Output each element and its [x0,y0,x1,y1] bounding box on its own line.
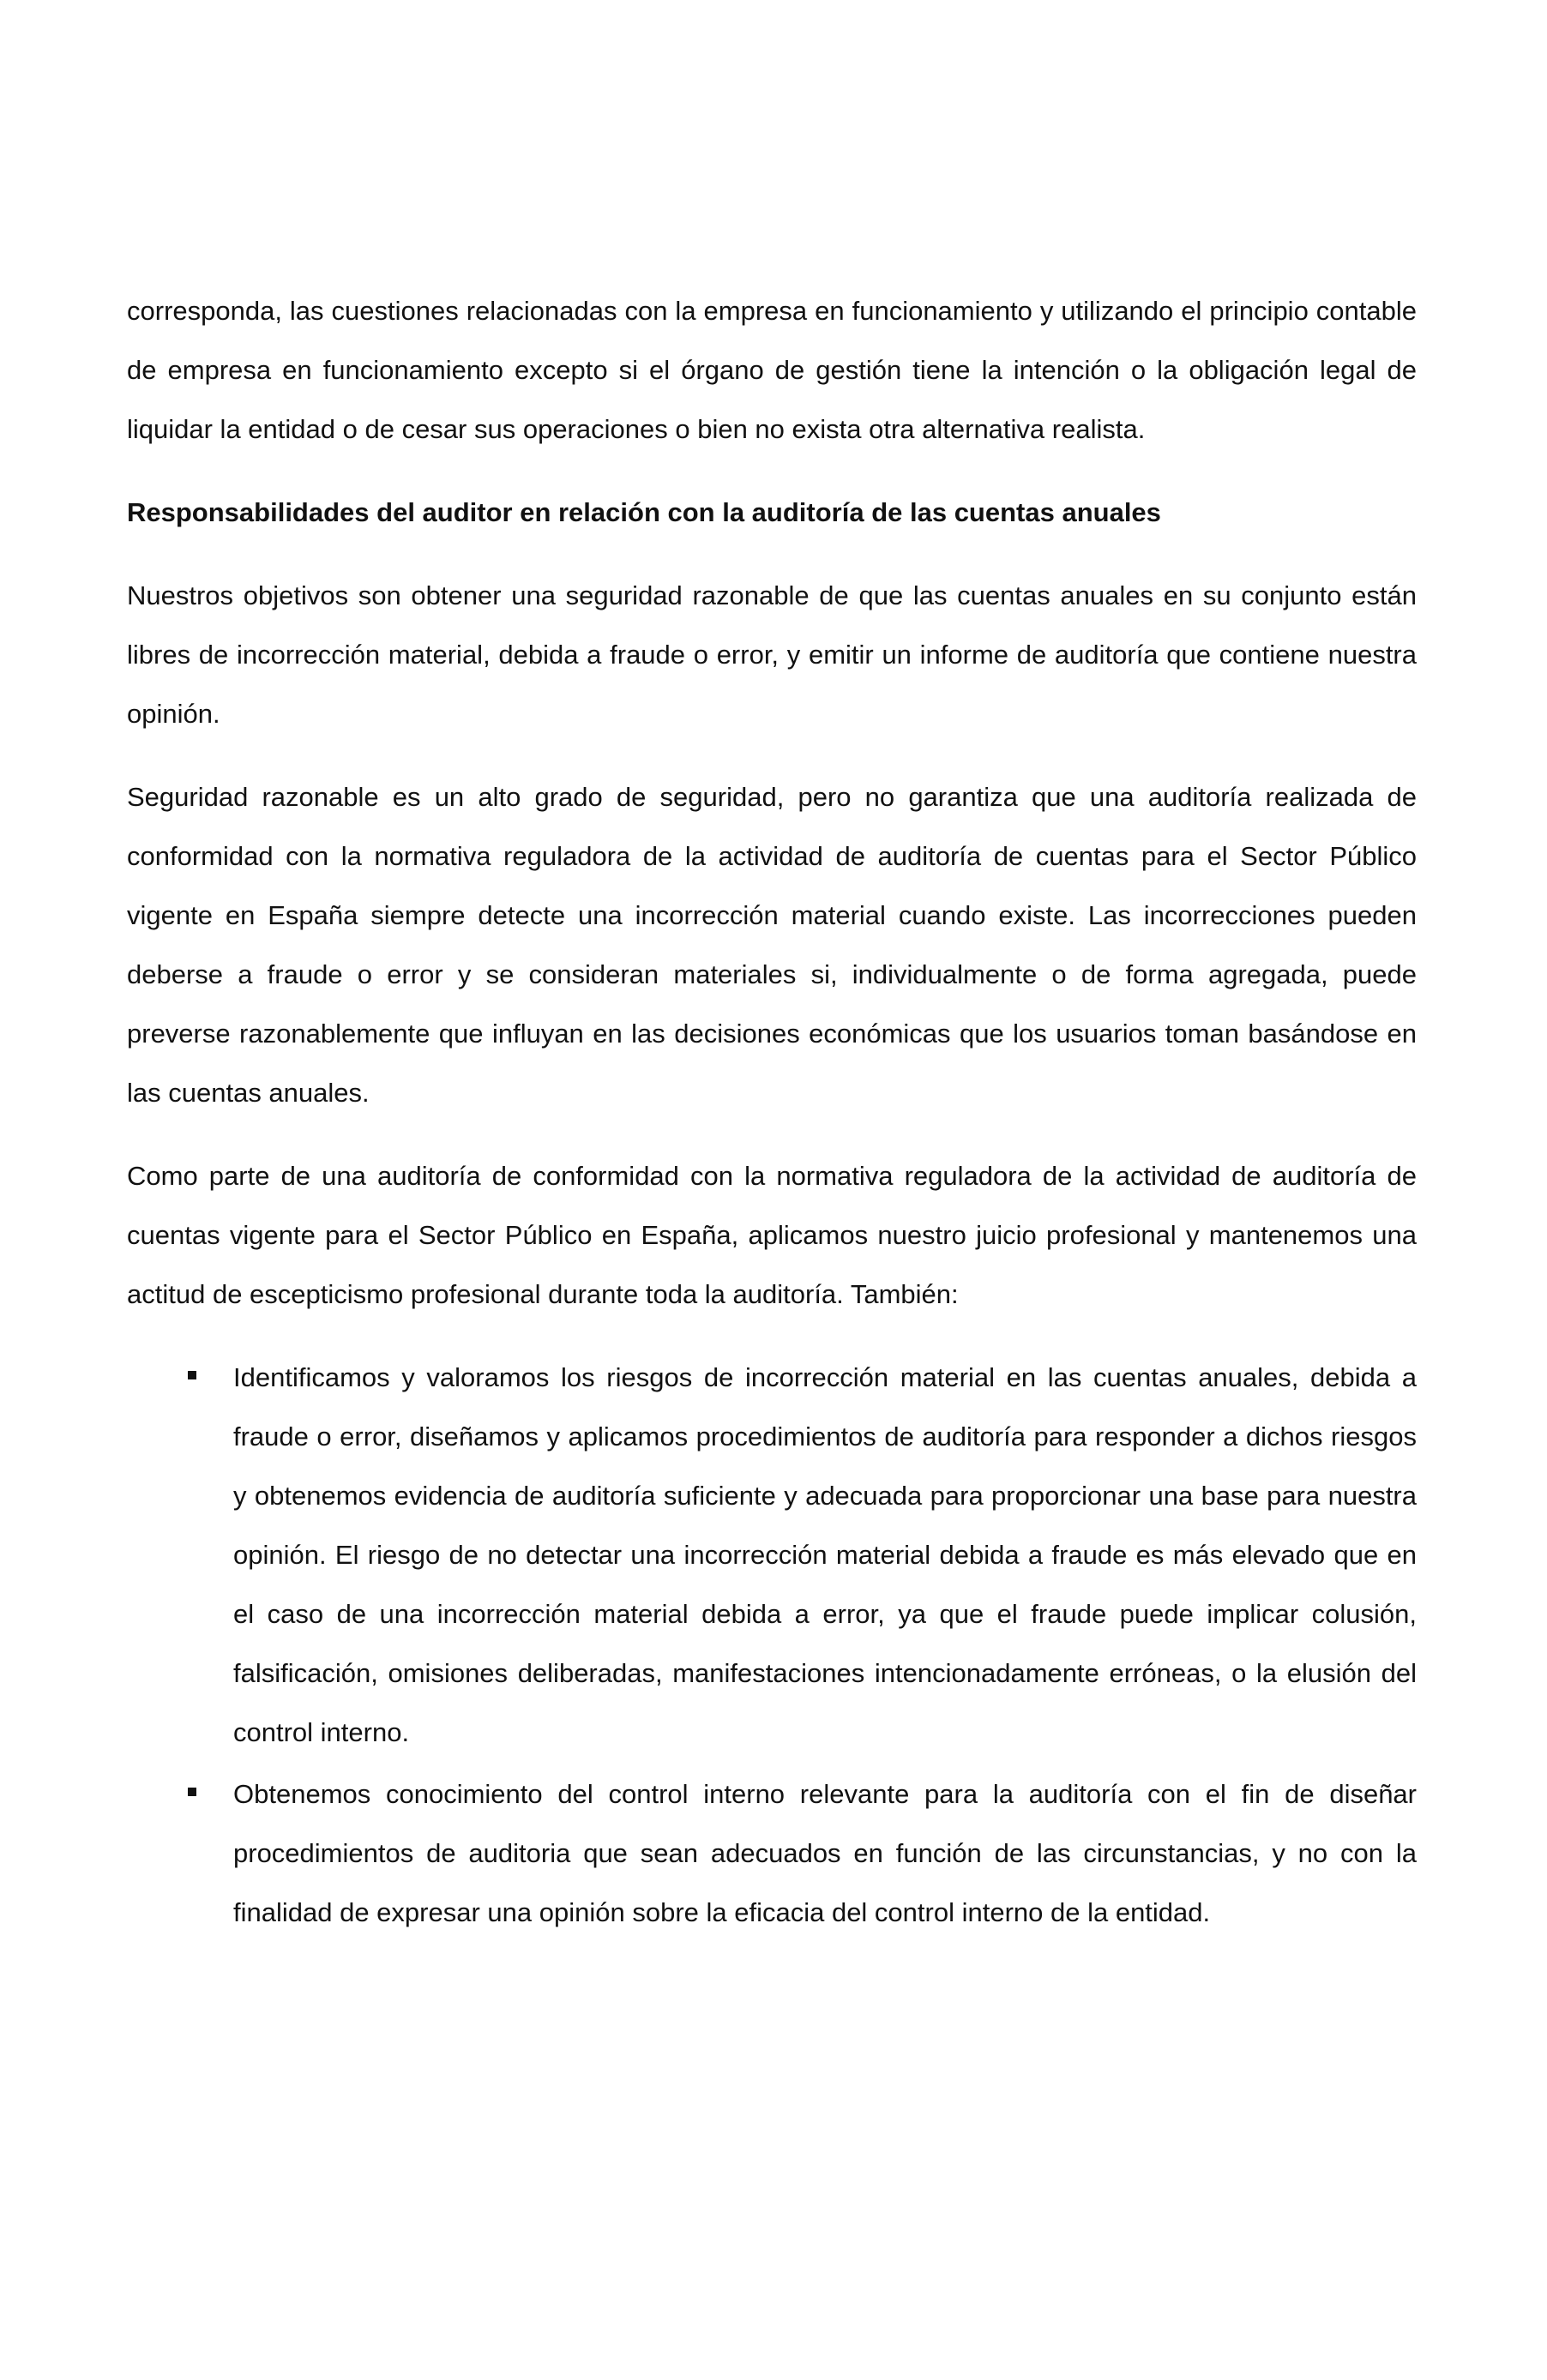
paragraph-reasonable-assurance: Seguridad razonable es un alto grado de seguridad, pero no garantiza que una auditoría realizada de conformidad con la normativa reguladora de la actividad de auditoría de cuentas para el Sector Público vigente en España siempre detecte una incorrección material cuando existe. Las incorrecciones pueden deberse a fraude o error y se consideran materiales si, individualmente o de forma agregada, puede preverse razonablemente que influyan en las decisiones económicas que los usuarios toman basándose en las cuentas anuales. [127,782,1417,1108]
square-bullet-icon [184,1348,201,1407]
list-item-text: Identificamos y valoramos los riesgos de incorrección material en las cuentas anuales, debida a fraude o error, diseñamos y aplicamos procedimientos de auditoría para responder a dichos riesgos y obtenemos evidencia de auditoría suficiente y adecuada para proporcionar una base para nuestra opinión. El riesgo de no detectar una incorrección material debida a fraude es más elevado que en el caso de una incorrección material debida a error, ya que el fraude puede implicar colusión, falsificación, omisiones deliberadas, manifestaciones intencionadamente erróneas, o la elusión del control interno. [233,1362,1417,1747]
paragraph-professional-judgment: Como parte de una auditoría de conformidad con la normativa reguladora de la actividad de auditoría de cuentas vigente para el Sector Público en España, aplicamos nuestro juicio profesional y mantenemos una actitud de escepticismo profesional durante toda la auditoría. También: [127,1161,1417,1309]
paragraph-objectives: Nuestros objetivos son obtener una seguridad razonable de que las cuentas anuales en su conjunto están libres de incorrección material, debida a fraude o error, y emitir un informe de auditoría que contiene nuestra opinión. [127,580,1417,729]
bullet-list [127,1348,1417,1942]
list-item-text: Obtenemos conocimiento del control interno relevante para la auditoría con el fin de diseñar procedimientos de auditoria que sean adecuados en función de las circunstancias, y no con la finalidad de expresar una opinión sobre la eficacia del control interno de la entidad. [233,1779,1417,1927]
square-bullet-icon [184,1764,201,1824]
list-item [127,1348,1417,1762]
list-item [127,1764,1417,1942]
section-heading: Responsabilidades del auditor en relación con la auditoría de las cuentas anuales [127,497,1161,527]
paragraph-continuation: corresponda, las cuestiones relacionadas con la empresa en funcionamiento y utilizando el principio contable de empresa en funcionamiento excepto si el órgano de gestión tiene la intención o la obligación legal de liquidar la entidad o de cesar sus operaciones o bien no exista otra alternativa realista. [127,296,1417,444]
document-body [127,281,1417,1942]
